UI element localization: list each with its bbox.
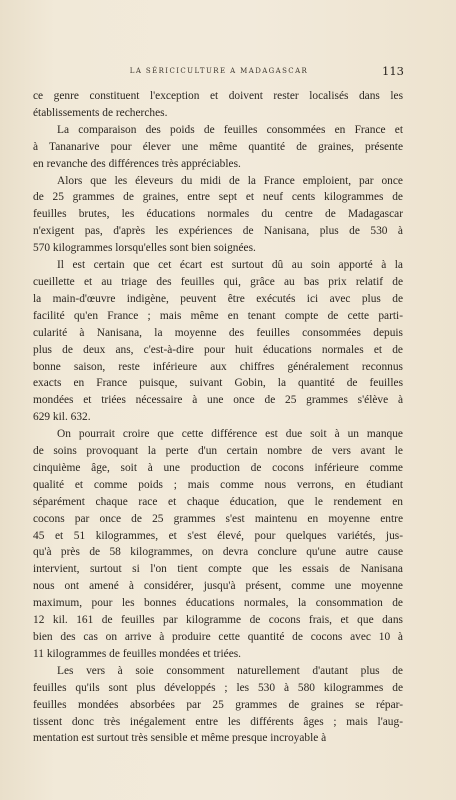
paragraph (33, 88, 403, 122)
text-line: mentation est surtout très sensible et même presque incroyable à (33, 732, 327, 745)
text-line: séparément chaque race et chaque éducation, que le rendement en (33, 495, 403, 508)
page-number: 113 (382, 64, 404, 78)
running-title: LA SÉRICICULTURE A MADAGASCAR (129, 67, 309, 75)
text-line: On pourrait croire que cette différence est due soit à un manque (57, 428, 403, 441)
text-line: Il est certain que cet écart est surtout dû au soin apporté à la (57, 259, 403, 272)
paragraph (33, 426, 403, 663)
text-line: cueillette et au triage des feuilles qui, grâce au bas prix relatif de (33, 275, 403, 288)
text-line: bien des cas on arrive à produire cette quantité de cocons avec 10 à (33, 631, 403, 643)
text-line: 570 kilogrammes lorsqu'elles sont bien soignées. (33, 242, 256, 255)
body-text (33, 88, 403, 747)
text-line: mondées et triées nécessaire à une once de 25 grammes s'élève à (33, 394, 403, 407)
text-line: qu'à près de 58 kilogrammes, on devra conclure qu'une autre cause (33, 546, 403, 559)
text-line: nous ont amené à considérer, jusqu'à présent, comme une moyenne (33, 580, 403, 593)
text-line: établissements de recherches. (33, 106, 168, 119)
text-line: ce genre constituent l'exception et doivent rester localisés dans les (33, 90, 403, 102)
text-line: Alors que les éleveurs du midi de la France emploient, par once (57, 174, 403, 187)
text-line: 629 kil. 632. (33, 411, 91, 424)
text-line: n'exigent pas, d'après les expériences de Nanisana, plus de 530 à (33, 225, 403, 238)
page-header (34, 64, 404, 78)
paragraph (33, 122, 403, 173)
text-line: 11 kilogrammes de feuilles mondées et triées. (33, 647, 242, 660)
paragraph (33, 257, 403, 426)
text-line: facilité qu'en France ; mais même en tenant compte de cette parti- (33, 309, 403, 322)
text-line: de soins provoquant la perte d'un certain nombre de vers avant le (33, 445, 403, 458)
text-line: à Tananarive pour élever une même quantité de graines, présente (33, 140, 403, 153)
text-line: qualité et comme poids ; mais comme nous verrons, en étudiant (33, 478, 403, 491)
text-line: bonne saison, reste inférieure aux chiffres généralement reconnus (33, 360, 403, 373)
text-line: exacts en France puisque, suivant Gobin, la quantité de feuilles (33, 377, 403, 390)
text-line: feuilles qu'ils sont plus développés ; les 530 à 580 kilogrammes de (33, 681, 403, 694)
text-line: Les vers à soie consomment naturellement d'autant plus de (57, 664, 403, 677)
text-line: cularité à Nanisana, la moyenne des feuilles consommées depuis (33, 326, 403, 339)
text-line: de 25 grammes de graines, entre sept et neuf cents kilogrammes de (33, 191, 403, 204)
text-line: feuilles mondées absorbées par 25 grammes de graines se répar- (33, 698, 403, 711)
text-line: intervient, surtout si l'on tient compte que les essais de Nanisana (33, 563, 403, 576)
text-line: la main-d'œuvre indigène, peuvent être exécutés ici avec plus de (33, 292, 403, 305)
text-line: plus de deux ans, c'est-à-dire pour huit éducations normales et de (33, 343, 403, 356)
text-line: tissent donc très inégalement entre les différents âges ; mais l'aug- (33, 715, 403, 728)
text-line: 45 et 51 kilogrammes, et s'est élevé, pour quelques variétés, jus- (33, 529, 403, 542)
paragraph (33, 173, 403, 258)
paragraph (33, 663, 403, 748)
text-line: cocons par once de 25 grammes s'est maintenu en moyenne entre (33, 512, 403, 525)
text-line: en revanche des différences très appréciables. (33, 157, 241, 170)
text-line: feuilles brutes, les éducations normales du centre de Madagascar (33, 208, 403, 221)
text-line: cinquième âge, soit à une production de cocons inférieure comme (33, 461, 403, 474)
text-line: maximum, pour les bonnes éducations normales, la consommation de (33, 597, 403, 610)
text-line: 12 kil. 161 de feuilles par kilogramme de cocons frais, et que dans (33, 614, 403, 627)
text-line: La comparaison des poids de feuilles consommées en France et (57, 123, 403, 136)
